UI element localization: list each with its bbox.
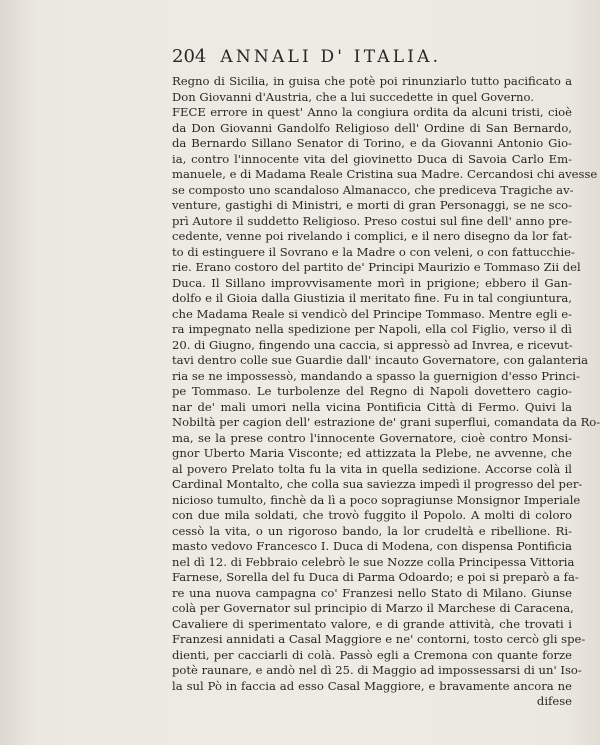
running-title: ANNALI D' ITALIA. [220, 47, 442, 67]
body-text [172, 74, 600, 710]
text-line: to di estinguere il Sovrano e la Madre o con veleni, o con fattucchie- [172, 244, 575, 259]
text-line: con due mila soldati, che trovò fuggito il Popolo. A molti di coloro [172, 508, 572, 522]
text-line: gnor Uberto Maria Visconte; ed attizzata la Plebe, ne avvenne, che [172, 446, 572, 460]
text-line: ma, se la prese contro l'innocente Governatore, cioè contro Monsi- [172, 430, 572, 445]
text-line: ia, contro l'innocente vita del giovinetto Duca di Savoia Carlo Em- [172, 151, 572, 166]
text-line: al povero Prelato tolta fu la vita in quella sedizione. Accorse colà il [172, 461, 572, 476]
text-line: nar de' mali umori nella vicina Pontificia Città di Fermo. Quivi la [172, 399, 572, 414]
text-line: prì Autore il suddetto Religioso. Preso costui sul fine dell' anno pre- [172, 213, 572, 228]
text-line: che Madama Reale si vendicò del Principe Tommaso. Mentre egli e- [172, 306, 572, 321]
text-line: la sul Pò in faccia ad esso Casal Maggiore, e bravamente ancora ne [172, 678, 572, 693]
text-line: Cardinal Montalto, che colla sua saviezza impedì il progresso del per- [172, 477, 583, 491]
text-line: manuele, e di Madama Reale Cristina sua Madre. Cercandosi chi avesse [172, 167, 598, 181]
text-line: Don Giovanni d'Austria, che a lui succedette in quel Governo. [172, 89, 534, 104]
text-line: Cavaliere di sperimentato valore, e di grande attività, che trovati i [172, 616, 572, 631]
text-line: ria se ne impossessò, mandando a spasso la guernigion d'esso Princi- [172, 368, 580, 383]
text-line: dienti, per cacciarli di colà. Passò egli a Cremona con quante forze [172, 647, 572, 662]
text-line: pe Tommaso. Le turbolenze del Regno di Napoli dovettero cagio- [172, 384, 572, 398]
text-line: Franzesi annidati a Casal Maggiore e ne' contorni, tosto cercò gli spe- [172, 632, 586, 646]
text-line: nicioso tumulto, finchè da lì a poco sopragiunse Monsignor Imperiale [172, 492, 581, 507]
page-header [172, 46, 512, 70]
text-line: tavi dentro colle sue Guardie dall' incauto Governatore, con galanteria [172, 353, 589, 367]
text-line: rie. Erano costoro del partito de' Principi Maurizio e Tommaso Zii del [172, 260, 581, 274]
text-line: re una nuova campagna co' Franzesi nello Stato di Milano. Giunse [172, 585, 572, 600]
text-line: Nobiltà per cagion dell' estrazione de' grani superflui, comandata da Ro- [172, 415, 600, 429]
text-line: masto vedovo Francesco I. Duca di Modena, con dispensa Pontificia [172, 539, 572, 553]
text-line: cessò la vita, o un rigoroso bando, la lor crudeltà e ribellione. Ri- [172, 523, 572, 538]
text-line: da Don Giovanni Gandolfo Religioso dell' Ordine di San Bernardo, [172, 120, 572, 135]
text-line: 20. di Giugno, fingendo una caccia, si appressò ad Invrea, e ricevut- [172, 337, 573, 352]
text-line: colà per Governator sul principio di Marzo il Marchese di Caracena, [172, 601, 574, 615]
text-line: FECE errore in quest' Anno la congiura ordita da alcuni tristi, cioè [172, 105, 572, 119]
text-line: se composto uno scandaloso Almanacco, che prediceva Tragiche av- [172, 182, 574, 197]
text-line: dolfo e il Gioia dalla Giustizia il meritato fine. Fu in tal congiuntura, [172, 291, 572, 305]
text-line: cedente, venne poi rivelando i complici, e il nero disegno da lor fat- [172, 229, 572, 243]
text-line: ra impegnato nella spedizione per Napoli, ella col Figlio, verso il dì [172, 322, 572, 336]
text-line: potè raunare, e andò nel dì 25. di Maggio ad impossessarsi di un' Iso- [172, 663, 582, 677]
catchword: difese [536, 694, 572, 708]
text-line: Farnese, Sorella del fu Duca di Parma Odoardo; e poi si preparò a fa- [172, 570, 579, 584]
text-line: Regno di Sicilia, in guisa che potè poi rinunziarlo tutto pacificato a [172, 74, 572, 88]
text-line: Duca. Il Sillano improvvisamente morì in prigione; ebbero il Gan- [172, 275, 572, 290]
text-line: da Bernardo Sillano Senator di Torino, e da Giovanni Antonio Gio- [172, 136, 572, 150]
page-number: 204 [172, 46, 207, 67]
text-line: nel dì 12. di Febbraio celebrò le sue Nozze colla Principessa Vittoria [172, 554, 575, 569]
text-line: venture, gastighi di Ministri, e morti di gran Personaggi, se ne sco- [172, 198, 572, 212]
